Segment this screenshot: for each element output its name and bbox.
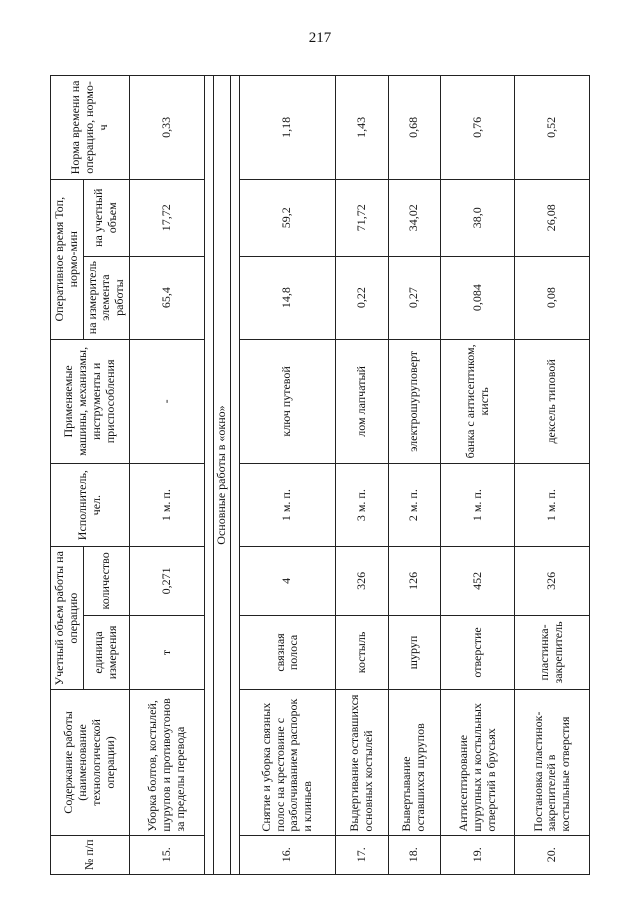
header-per-volume: на учетный объем <box>83 179 129 256</box>
header-machines: Применяемые машины, механизмы, инструменты и приспособления <box>51 339 130 464</box>
cell-num: 18. <box>388 835 440 874</box>
cell-norm: 0,52 <box>515 76 590 180</box>
cell-machines: банка с антисептиком, кисть <box>440 339 515 464</box>
cell-per-volume: 71,72 <box>336 179 388 256</box>
separator-row <box>230 76 239 875</box>
cell-unit: связная полоса <box>239 615 336 690</box>
table-row <box>129 76 204 875</box>
cell-content: Уборка болтов, костылей, шурупов и противоугонов за пределы перевода <box>129 690 204 835</box>
cell-per-volume: 26,08 <box>515 179 590 256</box>
cell-unit: шуруп <box>388 615 440 690</box>
separator-row <box>204 76 213 875</box>
cell-content: Снятие и уборка связных полос на крестовине с разболчиванием распорок и клиньев <box>239 690 336 835</box>
cell-quantity: 326 <box>515 547 590 615</box>
page-number: 217 <box>308 30 332 46</box>
section-title: Основные работы в «окно» <box>213 76 230 875</box>
cell-num: 15. <box>129 835 204 874</box>
header-quantity: количество <box>83 547 129 615</box>
header-volume: Учетный объем работы на операцию <box>51 547 84 690</box>
cell-executor: 3 м. п. <box>336 464 388 547</box>
separator-cell <box>204 76 213 875</box>
cell-per-element: 0,27 <box>388 256 440 339</box>
header-norm: Норма времени на операцию, нормо-ч <box>51 76 130 180</box>
separator-cell <box>230 76 239 875</box>
header-content: Содержание работы (наименование технологической операции) <box>51 690 130 835</box>
section-row <box>213 76 230 875</box>
cell-executor: 1 м. п. <box>515 464 590 547</box>
cell-content: Вывертывание оставшихся шурупов <box>388 690 440 835</box>
cell-num: 17. <box>336 835 388 874</box>
cell-quantity: 126 <box>388 547 440 615</box>
cell-per-element: 14,8 <box>239 256 336 339</box>
norm-table <box>50 75 590 875</box>
cell-norm: 0,76 <box>440 76 515 180</box>
cell-machines: дексель типовой <box>515 339 590 464</box>
header-optime: Оперативное время Топ, нормо-мин <box>51 179 84 339</box>
cell-content: Постановка пластинок-закрепителей в костыльные отверстия <box>515 690 590 835</box>
cell-machines: - <box>129 339 204 464</box>
cell-norm: 0,33 <box>129 76 204 180</box>
cell-executor: 2 м. п. <box>388 464 440 547</box>
table-row <box>388 76 440 875</box>
table-row <box>440 76 515 875</box>
header-num: № п/п <box>51 835 130 874</box>
cell-num: 19. <box>440 835 515 874</box>
cell-unit: т <box>129 615 204 690</box>
cell-quantity: 326 <box>336 547 388 615</box>
header-per-element: на измеритель элемента работы <box>83 256 129 339</box>
cell-machines: электрошуруповерт <box>388 339 440 464</box>
cell-unit: костыль <box>336 615 388 690</box>
cell-machines: лом лапчатый <box>336 339 388 464</box>
cell-per-volume: 17,72 <box>129 179 204 256</box>
header-unit: единица измерения <box>83 615 129 690</box>
cell-per-element: 0,084 <box>440 256 515 339</box>
cell-content: Антисептирование шурупных и костыльных отверстий в брусьях <box>440 690 515 835</box>
cell-per-volume: 38,0 <box>440 179 515 256</box>
cell-machines: ключ путевой <box>239 339 336 464</box>
rotated-table-container <box>50 75 590 875</box>
cell-num: 16. <box>239 835 336 874</box>
cell-quantity: 0,271 <box>129 547 204 615</box>
cell-per-volume: 59,2 <box>239 179 336 256</box>
cell-content: Выдергивание оставшихся основных костылей <box>336 690 388 835</box>
table-row <box>515 76 590 875</box>
cell-executor: 1 м. п. <box>440 464 515 547</box>
cell-executor: 1 м. п. <box>239 464 336 547</box>
cell-unit: пластинка-закрепитель <box>515 615 590 690</box>
cell-executor: 1 м. п. <box>129 464 204 547</box>
cell-norm: 0,68 <box>388 76 440 180</box>
cell-per-volume: 34,02 <box>388 179 440 256</box>
cell-num: 20. <box>515 835 590 874</box>
cell-norm: 1,43 <box>336 76 388 180</box>
cell-unit: отверстие <box>440 615 515 690</box>
header-executor: Исполнитель, чел. <box>51 464 130 547</box>
cell-per-element: 0,08 <box>515 256 590 339</box>
cell-per-element: 65,4 <box>129 256 204 339</box>
cell-quantity: 4 <box>239 547 336 615</box>
cell-quantity: 452 <box>440 547 515 615</box>
cell-norm: 1,18 <box>239 76 336 180</box>
table-row <box>239 76 336 875</box>
cell-per-element: 0,22 <box>336 256 388 339</box>
table-row <box>336 76 388 875</box>
